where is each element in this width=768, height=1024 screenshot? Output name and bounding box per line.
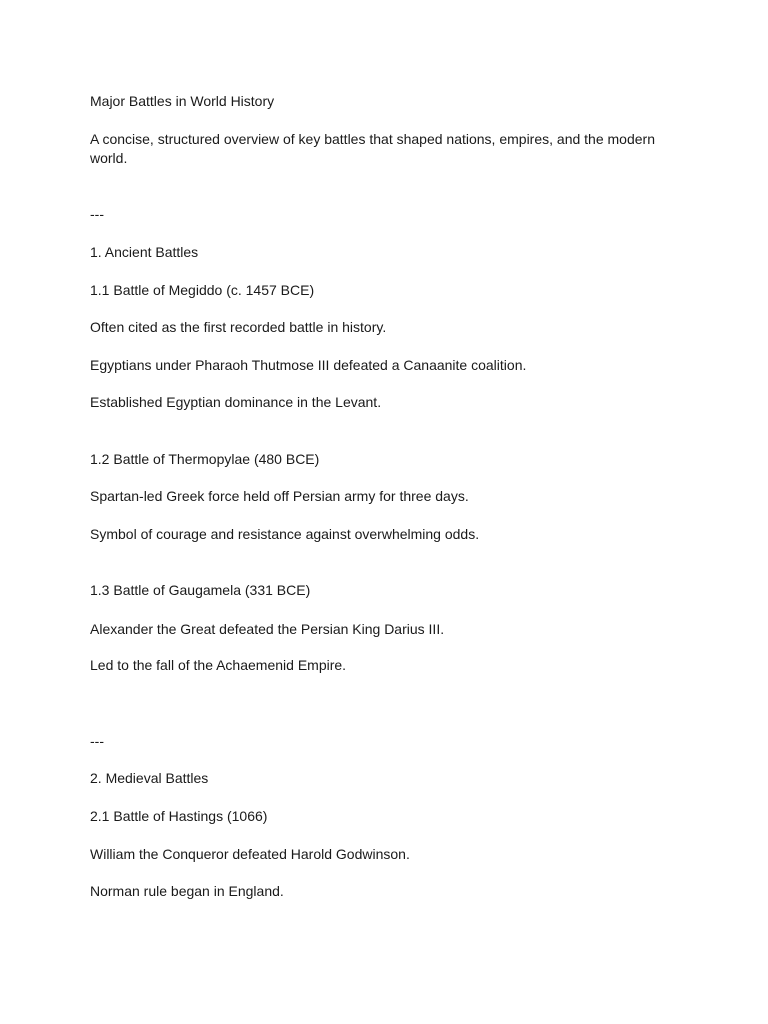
subsection-heading-hastings: 2.1 Battle of Hastings (1066) bbox=[90, 808, 268, 824]
thermopylae-point-1: Spartan-led Greek force held off Persian army for three days. bbox=[90, 488, 469, 504]
document-intro: A concise, structured overview of key battles that shaped nations, empires, and the modern world. bbox=[90, 131, 655, 166]
megiddo-point-2: Egyptians under Pharaoh Thutmose III defeated a Canaanite coalition. bbox=[90, 357, 527, 373]
subsection-heading-gaugamela: 1.3 Battle of Gaugamela (331 BCE) bbox=[90, 582, 311, 598]
megiddo-point-3: Established Egyptian dominance in the Levant. bbox=[90, 394, 382, 410]
subsection-heading-thermopylae: 1.2 Battle of Thermopylae (480 BCE) bbox=[90, 451, 320, 467]
section-separator: --- bbox=[90, 733, 104, 749]
gaugamela-point-1: Alexander the Great defeated the Persian King Darius III. bbox=[90, 621, 445, 637]
hastings-point-2: Norman rule began in England. bbox=[90, 883, 284, 899]
gaugamela-point-2: Led to the fall of the Achaemenid Empire. bbox=[90, 657, 347, 673]
hastings-point-1: William the Conqueror defeated Harold Godwinson. bbox=[90, 846, 410, 862]
thermopylae-point-2: Symbol of courage and resistance against overwhelming odds. bbox=[90, 526, 480, 542]
section-heading-ancient: 1. Ancient Battles bbox=[90, 244, 199, 260]
megiddo-point-1: Often cited as the first recorded battle in history. bbox=[90, 319, 387, 335]
subsection-heading-megiddo: 1.1 Battle of Megiddo (c. 1457 BCE) bbox=[90, 282, 315, 298]
section-heading-medieval: 2. Medieval Battles bbox=[90, 770, 209, 786]
document-title: Major Battles in World History bbox=[90, 93, 275, 109]
section-separator: --- bbox=[90, 206, 104, 222]
